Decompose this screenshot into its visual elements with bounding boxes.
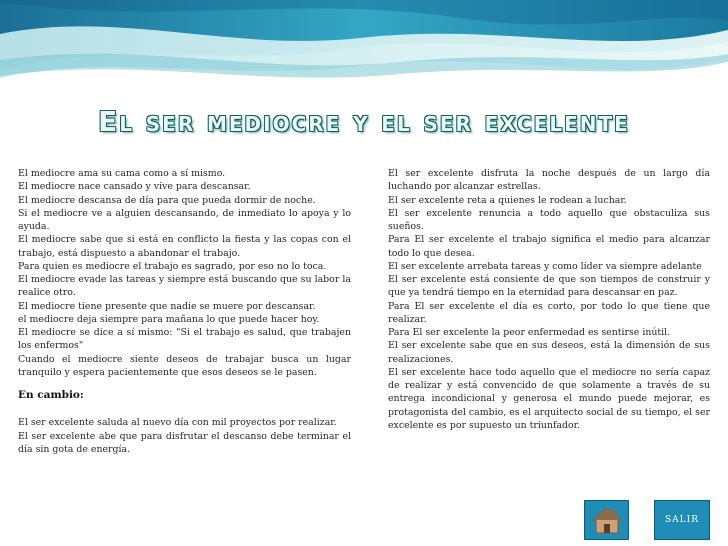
left-paragraph: El mediocre tiene presente que nadie se muere por descansar. [18, 300, 316, 312]
left-column [18, 167, 351, 456]
left-paragraph: El mediocre descansa de día para que pueda dormir de noche. [18, 194, 316, 206]
subheading: En cambio: [18, 389, 84, 401]
left-paragraph: El mediocre evade las tareas y siempre está buscando que su labor la realice otro. [18, 274, 351, 299]
right-paragraph: El ser excelente está consiente de que son tiempos de construir y que ya tendrá tiempo en la eternidad para descansar en paz. [388, 274, 710, 299]
left-paragraph: El ser excelente saluda al nuevo día con mil proyectos por realizar. [18, 417, 337, 429]
left-paragraph: El mediocre ama su cama como a sí mismo. [18, 168, 226, 179]
left-paragraph: El mediocre sabe que si está en conflicto la fiesta y las copas con el trabajo, está dispuesto a abandonar el trabajo. [18, 234, 351, 259]
left-paragraph: Para quien es mediocre el trabajo es sagrado, por eso no lo toca. [18, 260, 327, 272]
right-paragraph: El ser excelente hace todo aquello que el mediocre no sería capaz de realizar y está convencido de que solamente a través de su entrega incondicional y generosa el mundo puede mejorar, es protagonista del cambio, es el arquitecto social de su tiempo, el ser excelente es por supuesto un triunfador. [388, 366, 710, 431]
page-title: El ser mediocre y el ser excelente [98, 105, 630, 138]
right-paragraph: Para El ser excelente el trabajo significa el medio para alcanzar todo lo que desea. [388, 234, 710, 259]
right-paragraph: Para El ser excelente la peor enfermedad es sentirse inútil. [388, 327, 671, 338]
left-paragraph: Cuando el mediocre siente deseos de trabajar busca un lugar tranquilo y espera pacientemente que esos deseos se le pasen. [18, 353, 351, 378]
right-paragraph: El ser excelente sabe que en sus deseos, está la dimensión de sus realizaciones. [388, 340, 710, 365]
right-paragraph: El ser excelente arrebata tareas y como líder va siempre adelante [388, 260, 702, 272]
left-paragraph: El mediocre nace cansado y vive para descansar. [18, 181, 251, 193]
right-paragraph: El ser excelente reta a quienes le rodean a luchar. [388, 194, 627, 206]
home-button[interactable] [584, 500, 629, 540]
right-paragraph: El ser excelente disfruta la noche después de un largo día luchando por alcanzar estrellas. [388, 168, 710, 193]
right-paragraph: El ser excelente renuncia a todo aquello que obstaculiza sus sueños. [388, 207, 710, 232]
home-icon [590, 505, 624, 535]
left-paragraph: El ser excelente abe que para disfrutar el descanso debe terminar el día sin gota de energía. [18, 430, 351, 455]
right-column [388, 167, 710, 432]
header-wave-banner [0, 0, 728, 100]
left-paragraph: El mediocre se dice a sí mismo: "Si el trabajo es salud, que trabajen los enfermos" [18, 327, 351, 352]
left-paragraph: Si el mediocre ve a alguien descansando, de inmediato lo apoya y lo ayuda. [18, 207, 351, 232]
right-paragraph: Para El ser excelente el día es corto, por todo lo que tiene que realizar. [388, 300, 710, 325]
left-paragraph: el mediocre deja siempre para mañana lo que puede hacer hoy. [18, 313, 320, 325]
salir-button[interactable]: SALIR [654, 500, 710, 540]
